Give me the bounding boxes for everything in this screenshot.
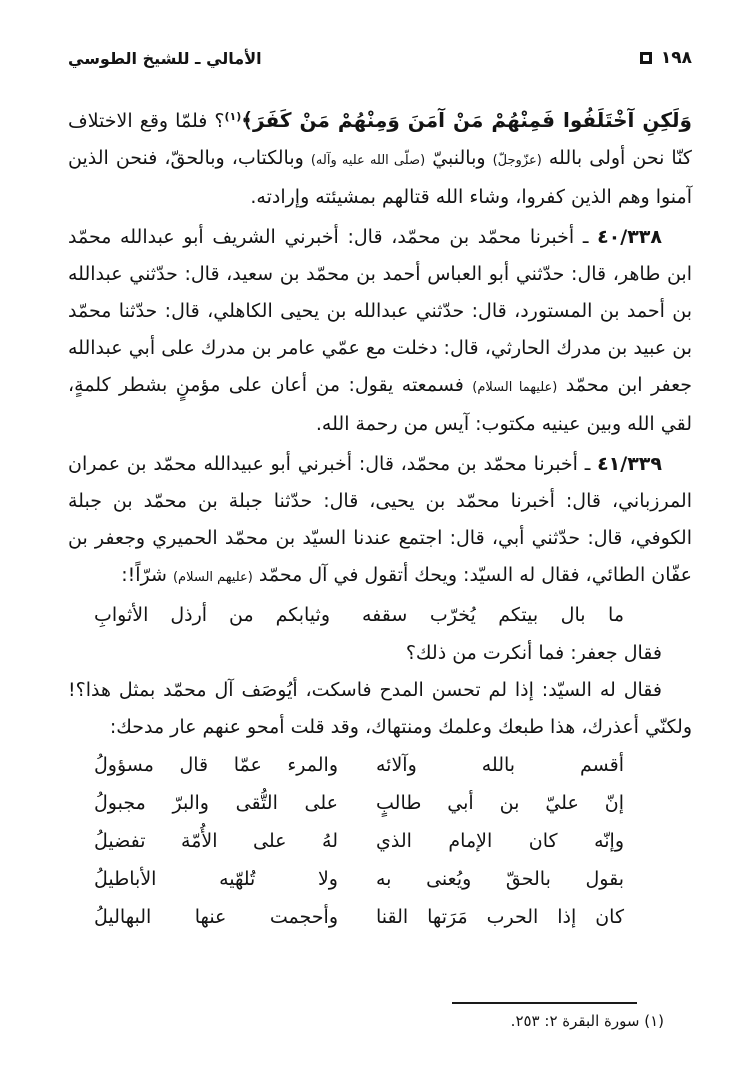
hadith-338-text-1: ـ أخبرنا محمّد بن محمّد، قال: أخبرني الشريف أبو عبدالله محمّد ابن طاهر، قال: حدّثني أبو العباس أحمد بن محمّد بن سعيد، قال: حدّثني عبدالله بن أحمد بن المستورد، قال: حدّثني عبدالله بن يحيى الكاهلي، قال: حدّثنا محمّد بن عبيد بن مدرك الحارثي، قال: دخلت مع عمّي عامر بن مدرك على أبي عبدالله جعفر ابن محمّد [68,226,692,396]
hadith-338-paragraph [68,219,692,443]
intro-paragraph [68,98,692,216]
footnote-area [68,1002,692,1030]
hadith-339-number: ٤١/٣٣٩ [597,453,662,475]
intro-text-3: وبالكتاب، وبالحقّ، فنحن الذين آمنوا وهم الذين كفروا، وشاء الله قتالهم بمشيئته وإرادته. [68,147,692,208]
poem-hemistich-right: بقول بالحقّ ويُعنى به [376,868,624,890]
poem-line-3 [94,823,624,860]
poem-hemistich-right: كان إذا الحرب مَرَتها القنا [376,906,624,928]
hadith-338-number: ٤٠/٣٣٨ [597,226,662,248]
honorific-alayhima-salam: (عليهما السلام) [472,380,558,395]
footnote-ref-marker: (١) [224,110,242,123]
sayyid-reply-paragraph: فقال له السيّد: إذا لم تحسن المدح فاسكت، أيُوصَف آل محمّد بمثل هذا؟! ولكنّي أعذرك، هذا طبعك وعلمك ومنتهاك، وقد قلت أمحو عنهم عار مدحك: [68,679,692,738]
honorific-azzawajal: (عزّوجلّ) [492,153,542,168]
couplet-hemistich-right: ما بال بيتكم يُخرّب سقفه [362,604,624,626]
poem-hemistich-right: أقسم بالله وآلائه [376,754,624,776]
poem-line-4 [94,861,624,898]
footnote-marker: (١) [639,1012,664,1030]
footnote-separator-rule [452,1002,637,1004]
page-number-group [640,48,692,68]
poem-hemistich-left: لهُ على الأُمّة تفضيلُ [94,830,338,852]
poem-hemistich-left: على التُّقى والبرّ مجبولُ [94,792,338,814]
poem-hemistich-left: ولا تُلهّيه الأباطيلُ [94,868,338,890]
square-bullet-icon [640,52,652,64]
intro-text-1: ؟ فلمّا وقع الاختلاف كنّا نحن أولى بالله [68,110,692,169]
poem-block [68,747,692,936]
page-header [68,48,692,68]
couplet-hemistich-left: وثيابكم من أرذل الأثوابِ [94,604,330,626]
hadith-339-paragraph [68,446,692,596]
poem-hemistich-left: وأحجمت عنها البهاليلُ [94,906,338,928]
hadith-338-text-2: فسمعته يقول: من أعان على مؤمنٍ بشطر كلمةٍ، لقي الله وبين عينيه مكتوب: آيس من رحمة الله. [68,374,692,435]
poem-hemistich-right: وإنّه كان الإمام الذي [376,830,624,852]
honorific-alayhim-salam: (عليهم السلام) [172,570,253,585]
page-number: ١٩٨ [660,48,692,68]
poem-line-5 [94,899,624,936]
main-text [68,98,692,937]
poem-line-1 [94,747,624,784]
couplet-line [94,597,624,634]
footnote-line [68,1012,664,1030]
honorific-salawat: (صلّى الله عليه وآله) [310,153,426,168]
poem-line-2 [94,785,624,822]
hadith-339-text-1: ـ أخبرنا محمّد بن محمّد، قال: أخبرني أبو عبيدالله محمّد بن عمران المرزباني، قال: أخبرنا محمّد بن يحيى، قال: حدّثنا جبلة بن محمّد بن جبلة الكوفي، قال: حدّثني أبي، قال: اجتمع عندنا السيّد بن محمّد الحميري وجعفر بن عفّان الطائي، فقال له السيّد: ويحك أتقول في آل محمّد [68,453,692,586]
book-title: الأمالي ـ للشيخ الطوسي [68,48,262,68]
intro-text-2: وبالنبيّ [425,147,493,169]
poem-hemistich-left: والمرء عمّا قال مسؤولُ [94,754,338,776]
quran-verse: وَلَكِنِ آخْتَلَفُوا فَمِنْهُمْ مَنْ آمَنَ وَمِنْهُمْ مَنْ كَفَرَ﴾ [241,108,692,132]
poem-hemistich-right: إنّ عليّ بن أبي طالبٍ [376,792,624,814]
footnote-text: سورة البقرة ٢: ٢٥٣. [510,1012,640,1030]
jafar-dialogue-line: فقال جعفر: فما أنكرت من ذلك؟ [405,642,662,664]
hadith-339-text-2: شرّاً!: [121,564,173,586]
